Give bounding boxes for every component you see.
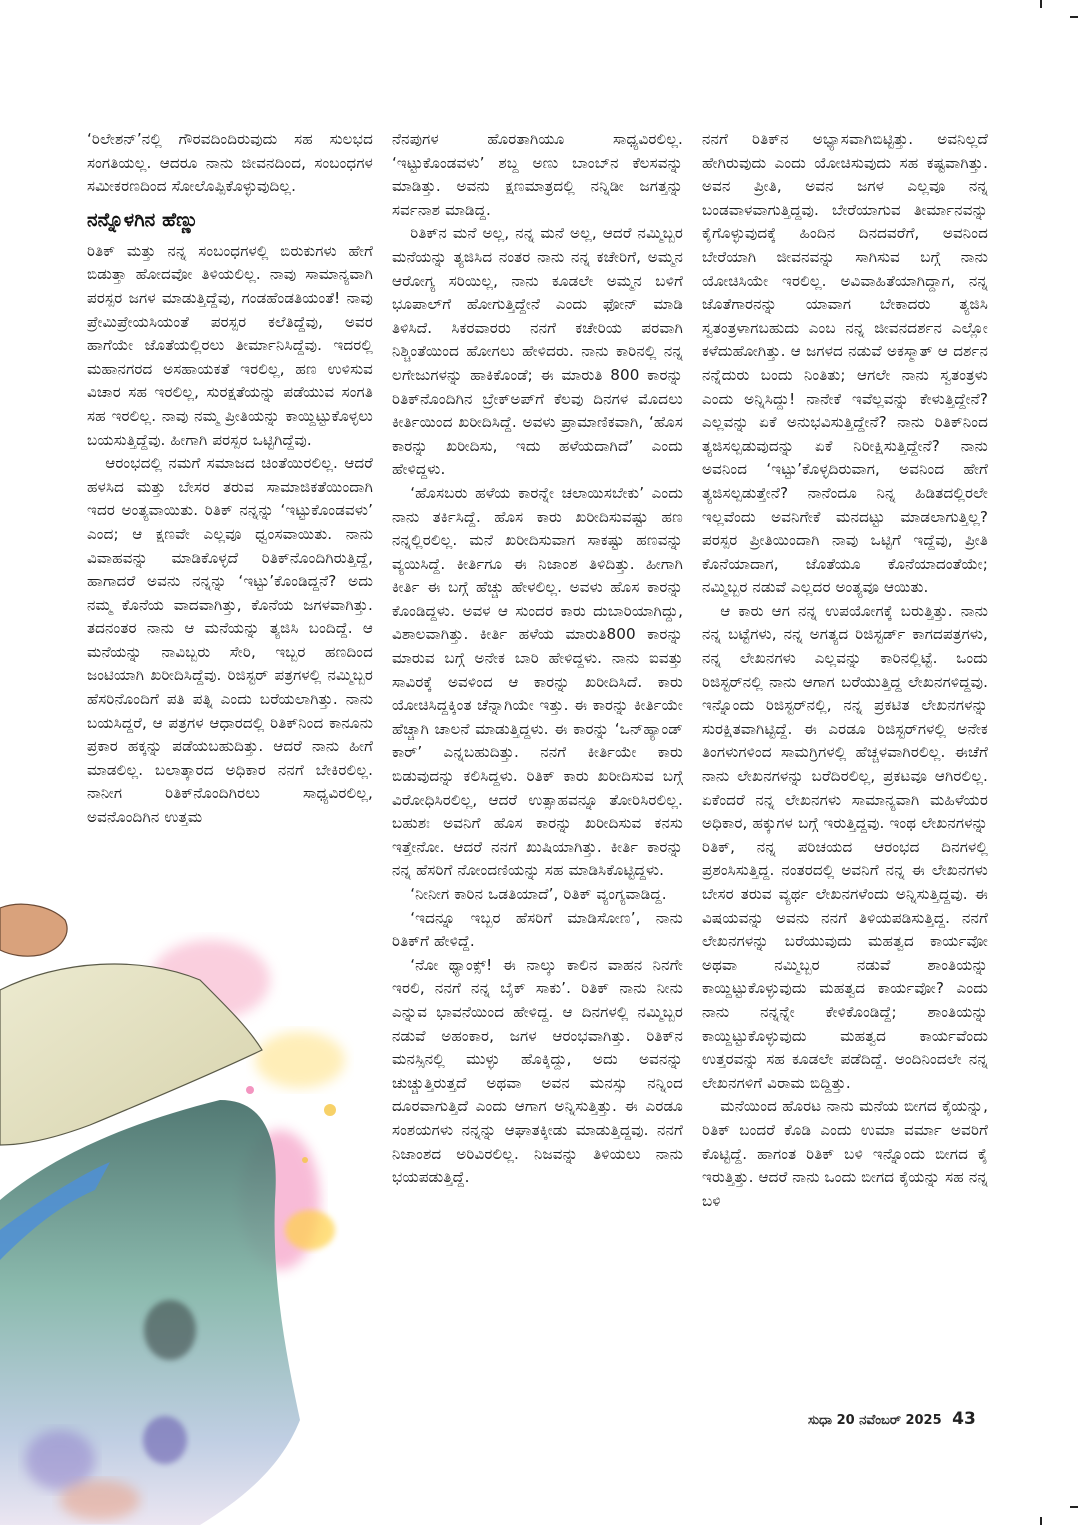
crop-mark <box>1040 1517 1042 1525</box>
article-page <box>0 128 1078 1428</box>
article-column-3 <box>702 128 988 1213</box>
paragraph: ‘ರಿಲೇಶನ್’ನಲ್ಲಿ ಗೌರವದಿಂದಿರುವುದು ಸಹ ಸುಲಭದ ಸಂಗತಿಯಲ್ಲ. ಆದರೂ ನಾನು ಜೀವನದಿಂದ, ಸಂಬಂಧಗಳ ಸಮೀಕರಣದಿಂದ ಸೋಲೊಪ್ಪಿಕೊಳ್ಳುವುದಿಲ್ಲ. <box>87 130 373 196</box>
article-column-1 <box>87 128 373 830</box>
page-number: 43 <box>952 1409 976 1429</box>
crop-mark <box>1070 1506 1078 1508</box>
paragraph: ‘ಹೊಸಬರು ಹಳೆಯ ಕಾರನ್ನೇ ಚಲಾಯಿಸಬೇಕು’ ಎಂದು ನಾನು ತರ್ಕಿಸಿದ್ದೆ. ಹೊಸ ಕಾರು ಖರೀದಿಸುವಷ್ಟು ಹಣ ನನ್ನಲ್ಲಿರಲಿಲ್ಲ. ಮನೆ ಖರೀದಿಸುವಾಗ ಸಾಕಷ್ಟು ಹಣವನ್ನು ವ್ಯಯಿಸಿದ್ದೆ. ಕೀರ್ತಿಗೂ ಈ ನಿಜಾಂಶ ತಿಳಿದಿತ್ತು. ಹೀಗಾಗಿ ಕೀರ್ತಿ ಈ ಬಗ್ಗೆ ಹೆಚ್ಚು ಹೇಳಲಿಲ್ಲ. ಅವಳು ಹೊಸ ಕಾರನ್ನು ಕೊಂಡಿದ್ದಳು. ಅವಳ ಆ ಸುಂದರ ಕಾರು ದುಬಾರಿಯಾಗಿದ್ದು, ವಿಶಾಲವಾಗಿತ್ತು. ಕೀರ್ತಿ ಹಳೆಯ ಮಾರುತಿ800 ಕಾರನ್ನು ಮಾರುವ ಬಗ್ಗೆ ಅನೇಕ ಬಾರಿ ಹೇಳಿದ್ದಳು. ನಾನು ಐವತ್ತು ಸಾವಿರಕ್ಕೆ ಅವಳಿಂದ ಆ ಕಾರನ್ನು ಖರೀದಿಸಿದೆ. ಕಾರು ಯೋಚಿಸಿದ್ದಕ್ಕಿಂತ ಚೆನ್ನಾಗಿಯೇ ಇತ್ತು. ಈ ಕಾರನ್ನು ಕೀರ್ತಿಯೇ ಹೆಚ್ಚಾಗಿ ಚಾಲನೆ ಮಾಡುತ್ತಿದ್ದಳು. ಈ ಕಾರನ್ನು ‘ಒನ್‌ಹ್ಯಾಂಡ್ ಕಾರ್’ ಎನ್ನಬಹುದಿತ್ತು. ನನಗೆ ಕೀರ್ತಿಯೇ ಕಾರು ಬಿಡುವುದನ್ನು ಕಲಿಸಿದ್ದಳು. ರಿತಿಕ್ ಕಾರು ಖರೀದಿಸುವ ಬಗ್ಗೆ ವಿರೋಧಿಸಿರಲಿಲ್ಲ, ಆದರೆ ಉತ್ಸಾಹವನ್ನೂ ತೋರಿಸಿರಲಿಲ್ಲ. ಬಹುಶಃ ಅವನಿಗೆ ಹೊಸ ಕಾರನ್ನು ಖರೀದಿಸುವ ಕನಸು ಇತ್ತೇನೋ. ಆದರೆ ನನಗೆ ಖುಷಿಯಾಗಿತ್ತು. ಕೀರ್ತಿ ಕಾರನ್ನು ನನ್ನ ಹೆಸರಿಗೆ ನೋಂದಣಿಯನ್ನು ಸಹ ಮಾಡಿಸಿಕೊಟ್ಟಿದ್ದಳು. <box>392 483 683 880</box>
issue-date: 20 ನವೆಂಬರ್ 2025 <box>836 1413 942 1428</box>
paragraph: ‘ಇದನ್ನೂ ಇಬ್ಬರ ಹೆಸರಿಗೆ ಮಾಡಿಸೋಣ’, ನಾನು ರಿತಿಕ್‌ಗೆ ಹೇಳಿದ್ದೆ. <box>392 908 683 951</box>
article-column-2 <box>392 128 683 1190</box>
paragraph: ರಿತಿಕ್ ಮತ್ತು ನನ್ನ ಸಂಬಂಧಗಳಲ್ಲಿ ಬಿರುಕುಗಳು ಹೇಗೆ ಬಿಡುತ್ತಾ ಹೋದವೋ ತಿಳಿಯಲಿಲ್ಲ. ನಾವು ಸಾಮಾನ್ಯವಾಗಿ ಪರಸ್ಪರ ಜಗಳ ಮಾಡುತ್ತಿದ್ದೆವು, ಗಂಡಹೆಂಡತಿಯಂತೆ! ನಾವು ಪ್ರೇಮಿಪ್ರೇಯಸಿಯಂತೆ ಪರಸ್ಪರ ಕಲೆತಿದ್ದೆವು, ಅವರ ಹಾಗೆಯೇ ಜೊತೆಯಲ್ಲಿರಲು ತೀರ್ಮಾನಿಸಿದ್ದೆವು. ಇದರಲ್ಲಿ ಮಹಾನಗರದ ಅಸಹಾಯಕತೆ ಇರಲಿಲ್ಲ, ಹಣ ಉಳಿಸುವ ವಿಚಾರ ಸಹ ಇರಲಿಲ್ಲ, ಸುರಕ್ಷತೆಯನ್ನು ಪಡೆಯುವ ಸಂಗತಿ ಸಹ ಇರಲಿಲ್ಲ. ನಾವು ನಮ್ಮ ಪ್ರೀತಿಯನ್ನು ಕಾಯ್ದಿಟ್ಟುಕೊಳ್ಳಲು ಬಯಸುತ್ತಿದ್ದೆವು. ಹೀಗಾಗಿ ಪರಸ್ಪರ ಒಟ್ಟಿಗಿದ್ದೆವು. <box>87 241 373 449</box>
page-footer <box>808 1409 976 1429</box>
magazine-name: ಸುಧಾ <box>808 1413 833 1428</box>
paragraph: ನೆನಪುಗಳ ಹೊರತಾಗಿಯೂ ಸಾಧ್ಯವಿರಲಿಲ್ಲ. ‘ಇಟ್ಟುಕೊಂಡವಳು’ ಶಬ್ದ ಅಣು ಬಾಂಬ್‌ನ ಕೆಲಸವನ್ನು ಮಾಡಿತ್ತು. ಅವನು ಕ್ಷಣಮಾತ್ರದಲ್ಲಿ ನನ್ನಿಡೀ ಜಗತ್ತನ್ನು ಸರ್ವನಾಶ ಮಾಡಿದ್ದ. <box>392 130 683 219</box>
paragraph: ‘ನೀನೀಗ ಕಾರಿನ ಒಡತಿಯಾದೆ’, ರಿತಿಕ್ ವ್ಯಂಗ್ಯವಾಡಿದ್ದ. <box>410 885 667 903</box>
paragraph: ಆ ಕಾರು ಆಗ ನನ್ನ ಉಪಯೋಗಕ್ಕೆ ಬರುತ್ತಿತ್ತು. ನಾನು ನನ್ನ ಬಟ್ಟೆಗಳು, ನನ್ನ ಅಗತ್ಯದ ರಿಜಿಸ್ಟರ್ಡ್ ಕಾಗದಪತ್ರಗಳು, ನನ್ನ ಲೇಖನಗಳು ಎಲ್ಲವನ್ನು ಕಾರಿನಲ್ಲಿಟ್ಟೆ. ಒಂದು ರಿಜಿಸ್ಟರ್‌ನಲ್ಲಿ ನಾನು ಆಗಾಗ ಬರೆಯುತ್ತಿದ್ದ ಲೇಖನಗಳಿದ್ದವು. ಇನ್ನೊಂದು ರಿಜಿಸ್ಟರ್‌ನಲ್ಲಿ, ನನ್ನ ಪ್ರಕಟಿತ ಲೇಖನಗಳನ್ನು ಸುರಕ್ಷಿತವಾಗಿಟ್ಟಿದ್ದೆ. ಈ ಎರಡೂ ರಿಜಿಸ್ಟರ್‌ಗಳಲ್ಲಿ ಅನೇಕ ತಿಂಗಳುಗಳಿಂದ ಸಾಮಗ್ರಿಗಳಲ್ಲಿ ಹೆಚ್ಚಳವಾಗಿರಲಿಲ್ಲ. ಈಚೆಗೆ ನಾನು ಲೇಖನಗಳನ್ನು ಬರೆದಿರಲಿಲ್ಲ, ಪ್ರಕಟವೂ ಆಗಿರಲಿಲ್ಲ. ಏಕೆಂದರೆ ನನ್ನ ಲೇಖನಗಳು ಸಾಮಾನ್ಯವಾಗಿ ಮಹಿಳೆಯರ ಅಧಿಕಾರ, ಹಕ್ಕುಗಳ ಬಗ್ಗೆ ಇರುತ್ತಿದ್ದವು. ಇಂಥ ಲೇಖನಗಳನ್ನು ರಿತಿಕ್, ನನ್ನ ಪರಿಚಯದ ಆರಂಭದ ದಿನಗಳಲ್ಲಿ ಪ್ರಶಂಸಿಸುತ್ತಿದ್ದ. ನಂತರದಲ್ಲಿ ಅವನಿಗೆ ನನ್ನ ಈ ಲೇಖನಗಳು ಬೇಸರ ತರುವ ವ್ಯರ್ಥ ಲೇಖನಗಳೆಂದು ಅನ್ನಿಸುತ್ತಿದ್ದವು. ಈ ವಿಷಯವನ್ನು ಅವನು ನನಗೆ ತಿಳಿಯಪಡಿಸುತ್ತಿದ್ದ. ನನಗೆ ಲೇಖನಗಳನ್ನು ಬರೆಯುವುದು ಮಹತ್ವದ ಕಾರ್ಯವೋ ಅಥವಾ ನಮ್ಮಿಬ್ಬರ ನಡುವೆ ಶಾಂತಿಯನ್ನು ಕಾಯ್ದಿಟ್ಟುಕೊಳ್ಳುವುದು ಮಹತ್ವದ ಕಾರ್ಯವೋ? ಎಂದು ನಾನು ನನ್ನನ್ನೇ ಕೇಳಿಕೊಂಡಿದ್ದೆ; ಶಾಂತಿಯನ್ನು ಕಾಯ್ದಿಟ್ಟುಕೊಳ್ಳುವುದು ಮಹತ್ವದ ಕಾರ್ಯವೆಂದು ಉತ್ತರವನ್ನು ಸಹ ಕೂಡಲೇ ಪಡೆದಿದ್ದೆ. ಅಂದಿನಿಂದಲೇ ನನ್ನ ಲೇಖನಗಳಿಗೆ ವಿರಾಮ ಬಿದ್ದಿತ್ತು. <box>702 601 988 1092</box>
paragraph: ಆರಂಭದಲ್ಲಿ ನಮಗೆ ಸಮಾಜದ ಚಿಂತೆಯಿರಲಿಲ್ಲ. ಆದರೆ ಹಳಸಿದ ಮತ್ತು ಬೇಸರ ತರುವ ಸಾಮಾಜಿಕತೆಯಿಂದಾಗಿ ಇದರ ಅಂತ್ಯವಾಯಿತು. ರಿತಿಕ್ ನನ್ನನ್ನು ‘ಇಟ್ಟುಕೊಂಡವಳು’ ಎಂದ; ಆ ಕ್ಷಣವೇ ಎಲ್ಲವೂ ಧ್ವಂಸವಾಯಿತು. ನಾನು ವಿವಾಹವನ್ನು ಮಾಡಿಕೊಳ್ಳದೆ ರಿತಿಕ್‌ನೊಂದಿಗಿರುತ್ತಿದ್ದೆ, ಹಾಗಾದರೆ ಅವನು ನನ್ನನ್ನು ‘ಇಟ್ಟು’ಕೊಂಡಿದ್ದನೆ? ಅದು ನಮ್ಮ ಕೊನೆಯ ವಾದವಾಗಿತ್ತು, ಕೊನೆಯ ಜಗಳವಾಗಿತ್ತು. ತದನಂತರ ನಾನು ಆ ಮನೆಯನ್ನು ತ್ಯಜಿಸಿ ಬಂದಿದ್ದೆ. ಆ ಮನೆಯನ್ನು ನಾವಿಬ್ಬರು ಸೇರಿ, ಇಬ್ಬರ ಹಣದಿಂದ ಜಂಟಿಯಾಗಿ ಖರೀದಿಸಿದ್ದೆವು. ರಿಜಿಸ್ಟರ್ ಪತ್ರಗಳಲ್ಲಿ ನಮ್ಮಿಬ್ಬರ ಹೆಸರಿನೊಂದಿಗೆ ಪತಿ ಪತ್ನಿ ಎಂದು ಬರೆಯಲಾಗಿತ್ತು. ನಾನು ಬಯಸಿದ್ದರೆ, ಆ ಪತ್ರಗಳ ಆಧಾರದಲ್ಲಿ ರಿತಿಕ್‌ನಿಂದ ಕಾನೂನು ಪ್ರಕಾರ ಹಕ್ಕನ್ನು ಪಡೆಯಬಹುದಿತ್ತು. ಆದರೆ ನಾನು ಹೀಗೆ ಮಾಡಲಿಲ್ಲ. ಬಲಾತ್ಕಾರದ ಅಧಿಕಾರ ನನಗೆ ಬೇಕಿರಲಿಲ್ಲ. ನಾನೀಗ ರಿತಿಕ್‌ನೊಂದಿಗಿರಲು ಸಾಧ್ಯವಿರಲಿಲ್ಲ, ಅವನೊಂದಿಗಿನ ಉತ್ತಮ <box>87 454 373 827</box>
paragraph: ‘ನೋ ಥ್ಯಾಂಕ್ಸ್! ಈ ನಾಲ್ಕು ಕಾಲಿನ ವಾಹನ ನಿನಗೇ ಇರಲಿ, ನನಗೆ ನನ್ನ ಬೈಕ್ ಸಾಕು’. ರಿತಿಕ್ ನಾನು ನೀನು ಎನ್ನುವ ಭಾವನೆಯಿಂದ ಹೇಳಿದ್ದ. ಆ ದಿನಗಳಲ್ಲಿ ನಮ್ಮಿಬ್ಬರ ನಡುವೆ ಅಹಂಕಾರ, ಜಗಳ ಆರಂಭವಾಗಿತ್ತು. ರಿತಿಕ್‌ನ ಮನಸ್ಸಿನಲ್ಲಿ ಮುಳ್ಳು ಹೊಕ್ಕಿದ್ದು, ಅದು ಅವನನ್ನು ಚುಚ್ಚುತ್ತಿರುತ್ತದೆ ಅಥವಾ ಅವನ ಮನಸ್ಸು ನನ್ನಿಂದ ದೂರವಾಗುತ್ತಿದೆ ಎಂದು ಆಗಾಗ ಅನ್ನಿಸುತ್ತಿತ್ತು. ಈ ಎರಡೂ ಸಂಶಯಗಳು ನನ್ನನ್ನು ಆಘಾತಕ್ಕೀಡು ಮಾಡುತ್ತಿದ್ದವು. ನನಗೆ ನಿಜಾಂಶದ ಅರಿವಿರಲಿಲ್ಲ. ನಿಜವನ್ನು ತಿಳಿಯಲು ನಾನು ಭಯಪಡುತ್ತಿದ್ದೆ. <box>392 955 683 1187</box>
paragraph: ಮನೆಯಿಂದ ಹೊರಟ ನಾನು ಮನೆಯ ಬೀಗದ ಕೈಯನ್ನು, ರಿತಿಕ್ ಬಂದರೆ ಕೊಡಿ ಎಂದು ಉಮಾ ವರ್ಮಾ ಅವರಿಗೆ ಕೊಟ್ಟಿದ್ದೆ. ಹಾಗಂತ ರಿತಿಕ್ ಬಳಿ ಇನ್ನೊಂದು ಬೀಗದ ಕೈ ಇರುತ್ತಿತ್ತು. ಆದರೆ ನಾನು ಒಂದು ಬೀಗದ ಕೈಯನ್ನು ಸಹ ನನ್ನ ಬಳಿ <box>702 1097 988 1210</box>
crop-mark <box>1070 16 1078 18</box>
section-heading: ನನ್ನೊಳಗಿನ ಹೆಣ್ಣು <box>87 208 199 231</box>
paragraph: ನನಗೆ ರಿತಿಕ್‌ನ ಅಭ್ಯಾಸವಾಗಿಬಿಟ್ಟಿತ್ತು. ಅವನಿಲ್ಲದೆ ಹೇಗಿರುವುದು ಎಂದು ಯೋಚಿಸುವುದು ಸಹ ಕಷ್ಟವಾಗಿತ್ತು. ಅವನ ಪ್ರೀತಿ, ಅವನ ಜಗಳ ಎಲ್ಲವೂ ನನ್ನ ಬಂಡವಾಳವಾಗುತ್ತಿದ್ದವು. ಬೇರೆಯಾಗುವ ತೀರ್ಮಾನವನ್ನು ಕೈಗೊಳ್ಳುವುದಕ್ಕೆ ಹಿಂದಿನ ದಿನದವರೆಗೆ, ಅವನಿಂದ ಬೇರೆಯಾಗಿ ಜೀವನವನ್ನು ಸಾಗಿಸುವ ಬಗ್ಗೆ ನಾನು ಯೋಚಿಸಿಯೇ ಇರಲಿಲ್ಲ. ಅವಿವಾಹಿತೆಯಾಗಿದ್ದಾಗ, ನನ್ನ ಜೊತೆಗಾರನನ್ನು ಯಾವಾಗ ಬೇಕಾದರು ತ್ಯಜಿಸಿ ಸ್ವತಂತ್ರಳಾಗಬಹುದು ಎಂಬ ನನ್ನ ಜೀವನದರ್ಶನ ಎಲ್ಲೋ ಕಳೆದುಹೋಗಿತ್ತು. ಆ ಜಗಳದ ನಡುವೆ ಅಕಸ್ಮಾತ್ ಆ ದರ್ಶನ ನನ್ನೆದುರು ಬಂದು ನಿಂತಿತು; ಆಗಲೇ ನಾನು ಸ್ವತಂತ್ರಳು ಎಂದು ಅನ್ನಿಸಿದ್ದು! ನಾನೇಕೆ ಇವೆಲ್ಲವನ್ನು ಕೇಳುತ್ತಿದ್ದೇನೆ? ಎಲ್ಲವನ್ನು ಏಕೆ ಅನುಭವಿಸುತ್ತಿದ್ದೇನೆ? ನಾನು ರಿತಿಕ್‌ನಿಂದ ತ್ಯಜಿಸಲ್ಪಡುವುದನ್ನು ಏಕೆ ನಿರೀಕ್ಷಿಸುತ್ತಿದ್ದೇನೆ? ನಾನು ಅವನಿಂದ ‘ಇಟ್ಟು’ಕೊಳ್ಳದಿರುವಾಗ, ಅವನಿಂದ ಹೇಗೆ ತ್ಯಜಿಸಲ್ಪಡುತ್ತೇನೆ? ನಾನೆಂದೂ ನಿನ್ನ ಹಿಡಿತದಲ್ಲಿರಲೇ ಇಲ್ಲವೆಂದು ಅವನಿಗೇಕೆ ಮನದಟ್ಟು ಮಾಡಲಾಗುತ್ತಿಲ್ಲ? ಪರಸ್ಪರ ಪ್ರೀತಿಯಿಂದಾಗಿ ನಾವು ಒಟ್ಟಿಗೆ ಇದ್ದೆವು, ಪ್ರೀತಿ ಕೊನೆಯಾದಾಗ, ಜೊತೆಯೂ ಕೊನೆಯಾದಂತೆಯೇ; ನಮ್ಮಿಬ್ಬರ ನಡುವೆ ಎಲ್ಲದರ ಅಂತ್ಯವೂ ಆಯಿತು. <box>702 130 988 597</box>
paragraph: ರಿತಿಕ್‌ನ ಮನೆ ಅಲ್ಲ, ನನ್ನ ಮನೆ ಅಲ್ಲ, ಆದರೆ ನಮ್ಮಿಬ್ಬರ ಮನೆಯನ್ನು ತ್ಯಜಿಸಿದ ನಂತರ ನಾನು ನನ್ನ ಕಚೇರಿಗೆ, ಅಮ್ಮನ ಆರೋಗ್ಯ ಸರಿಯಿಲ್ಲ, ನಾನು ಕೂಡಲೇ ಅಮ್ಮನ ಬಳಿಗೆ ಭೂಪಾಲ್‌ಗೆ ಹೋಗುತ್ತಿದ್ದೇನೆ ಎಂದು ಫೋನ್ ಮಾಡಿ ತಿಳಿಸಿದೆ. ಸಿಕರವಾರರು ನನಗೆ ಕಚೇರಿಯ ಪರವಾಗಿ ನಿಶ್ಚಿಂತೆಯಿಂದ ಹೋಗಲು ಹೇಳಿದರು. ನಾನು ಕಾರಿನಲ್ಲಿ ನನ್ನ ಲಗೇಜುಗಳನ್ನು ಹಾಕಿಕೊಂಡೆ; ಈ ಮಾರುತಿ 800 ಕಾರನ್ನು ರಿತಿಕ್‌ನೊಂದಿಗಿನ ಬ್ರೇಕ್‌ಅಪ್‌ಗೆ ಕೆಲವು ದಿನಗಳ ಮೊದಲು ಕೀರ್ತಿಯಿಂದ ಖರೀದಿಸಿದ್ದೆ. ಅವಳು ಪ್ರಾಮಾಣಿಕವಾಗಿ, ‘ಹೊಸ ಕಾರನ್ನು ಖರೀದಿಸು, ಇದು ಹಳೆಯದಾಗಿದೆ’ ಎಂದು ಹೇಳಿದ್ದಳು. <box>392 224 683 479</box>
crop-mark <box>1040 0 1042 8</box>
